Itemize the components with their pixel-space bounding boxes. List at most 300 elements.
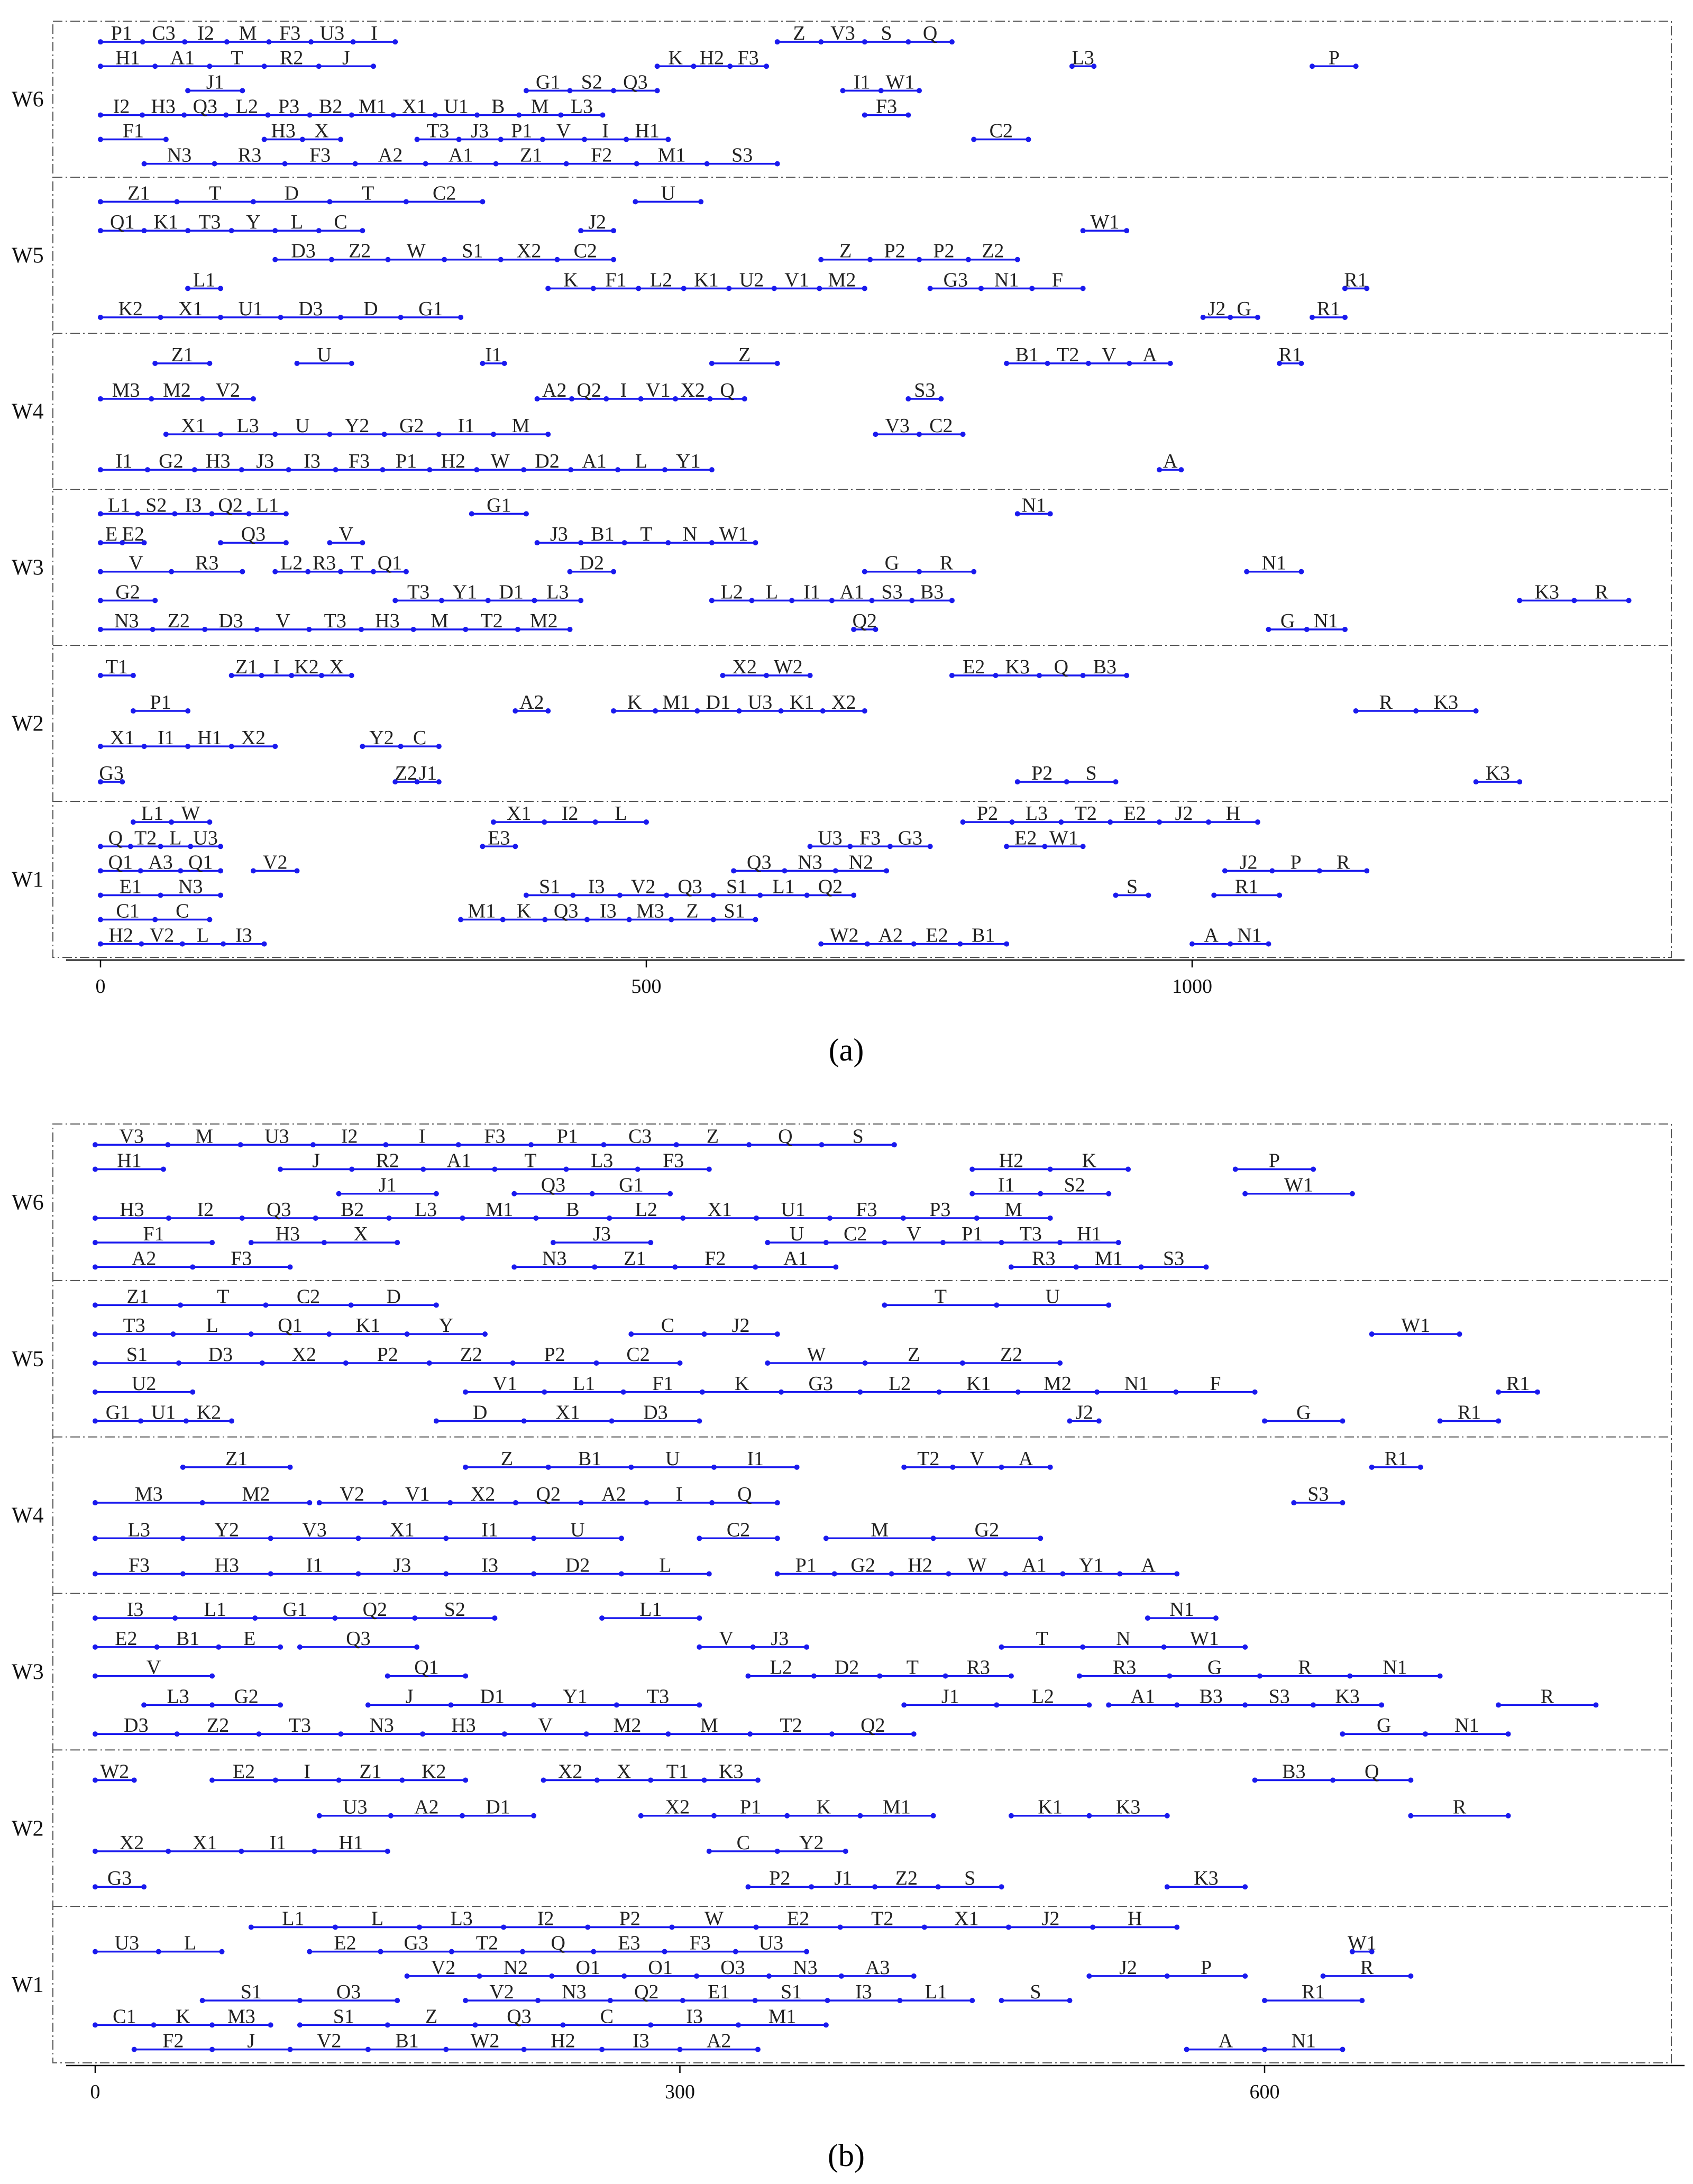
task-label: R (1360, 1956, 1374, 1979)
interval-point (733, 1949, 738, 1954)
interval-bar (818, 240, 1020, 262)
interval-bar (1348, 1932, 1377, 1954)
interval-point (1228, 315, 1233, 320)
interval-bar (775, 22, 955, 44)
task-label: N1 (1291, 2030, 1316, 2052)
task-label: A1 (783, 1247, 808, 1270)
interval-bar (392, 762, 442, 784)
group-label: W3 (12, 1660, 44, 1685)
interval-point (316, 63, 322, 69)
interval-bar (93, 1867, 147, 1889)
interval-point (262, 137, 267, 142)
task-label: W (704, 1907, 724, 1930)
interval-point (272, 432, 278, 437)
task-label: Z2 (395, 762, 418, 785)
interval-point (439, 598, 444, 603)
interval-point (621, 1973, 627, 1979)
interval-bar (98, 610, 573, 632)
task-label: M1 (1094, 1247, 1123, 1270)
interval-point (764, 673, 769, 678)
task-label: S1 (726, 875, 748, 898)
task-label: I (602, 120, 609, 142)
interval-bar (882, 1285, 1111, 1308)
interval-point (272, 569, 278, 574)
interval-point (1626, 598, 1632, 603)
interval-point (966, 257, 971, 262)
task-label: I1 (306, 1554, 323, 1577)
task-label: Q3 (553, 900, 579, 922)
task-label: L (196, 924, 209, 947)
interval-point (207, 63, 212, 69)
interval-point (1517, 779, 1522, 784)
task-label: K2 (196, 1401, 222, 1424)
task-label: J (247, 2030, 255, 2052)
interval-point (808, 673, 813, 678)
interval-point (870, 598, 875, 603)
task-label: W2 (773, 655, 803, 678)
task-label: Q (922, 22, 938, 45)
interval-point (391, 112, 396, 117)
interval-point (1266, 627, 1271, 632)
task-label: G1 (418, 297, 443, 320)
interval-point (1496, 1702, 1501, 1707)
interval-bar (969, 1150, 1131, 1172)
interval-point (697, 1536, 702, 1541)
task-label: K3 (1005, 655, 1030, 678)
interval-point (317, 1813, 322, 1819)
interval-point (847, 844, 853, 849)
interval-point (1189, 942, 1195, 947)
interval-point (156, 1949, 161, 1954)
task-label: V2 (630, 875, 656, 898)
interval-bar (251, 851, 300, 873)
interval-point (382, 1500, 387, 1505)
interval-point (219, 1949, 225, 1954)
interval-point (131, 673, 136, 678)
interval-point (93, 1731, 98, 1737)
task-label: X1 (555, 1401, 580, 1424)
task-label: T (217, 1285, 230, 1308)
interval-point (949, 598, 955, 603)
interval-bar (249, 1223, 400, 1245)
interval-bar (971, 120, 1031, 142)
task-label: E1 (708, 1981, 730, 2004)
task-label: E2 (1123, 802, 1146, 825)
interval-point (1003, 1571, 1008, 1577)
interval-point (135, 511, 140, 516)
task-label: X (329, 655, 344, 678)
interval-point (638, 1813, 644, 1819)
interval-point (1077, 1674, 1082, 1679)
task-label: J (405, 1685, 414, 1708)
interval-bar (98, 211, 365, 233)
task-label: S1 (539, 875, 561, 898)
interval-point (1081, 286, 1086, 291)
interval-point (251, 199, 256, 204)
task-label: H2 (551, 2030, 575, 2052)
interval-point (757, 892, 763, 898)
interval-point (709, 598, 715, 603)
task-label: X2 (119, 1831, 144, 1854)
interval-bar (480, 344, 507, 366)
task-label: X2 (241, 727, 266, 750)
interval-point (664, 892, 669, 898)
interval-point (360, 540, 365, 545)
interval-point (1174, 1924, 1179, 1930)
group-w1 (12, 1906, 1671, 2052)
task-label: F3 (231, 1247, 252, 1270)
interval-point (901, 1702, 907, 1707)
interval-point (1244, 569, 1249, 574)
interval-bar (131, 802, 212, 825)
interval-point (493, 161, 499, 167)
task-label: F1 (605, 269, 627, 291)
task-label: E1 (119, 875, 142, 898)
interval-point (181, 112, 187, 117)
interval-point (1266, 942, 1271, 947)
interval-bar (1015, 494, 1053, 516)
interval-point (229, 228, 234, 233)
interval-point (1015, 1390, 1021, 1395)
interval-point (971, 569, 976, 574)
interval-point (1086, 361, 1091, 366)
task-label: H2 (908, 1554, 932, 1577)
interval-point (1340, 1419, 1345, 1424)
task-label: F3 (689, 1932, 711, 1954)
task-label: D2 (834, 1656, 859, 1679)
interval-point (142, 161, 147, 167)
task-label: P2 (884, 240, 905, 262)
interval-point (172, 1615, 178, 1621)
interval-point (239, 1849, 244, 1854)
interval-point (387, 1216, 392, 1221)
task-label: L2 (888, 1372, 911, 1395)
task-label: Q2 (818, 875, 843, 898)
interval-point (1096, 1419, 1102, 1424)
task-label: D1 (706, 691, 731, 714)
interval-point (766, 1973, 772, 1979)
interval-bar (1069, 47, 1096, 69)
task-label: U3 (193, 827, 218, 849)
interval-point (128, 844, 133, 849)
task-label: P3 (278, 95, 300, 118)
task-label: I1 (485, 343, 502, 366)
task-label: Z (839, 240, 852, 262)
task-label: U (570, 1519, 585, 1541)
interval-bar (180, 1448, 293, 1470)
interval-point (463, 1998, 468, 2003)
interval-bar (152, 344, 212, 366)
task-label: A3 (148, 851, 173, 874)
task-label: L1 (772, 875, 795, 898)
interval-point (877, 1674, 882, 1679)
interval-point (140, 112, 145, 117)
interval-point (98, 315, 103, 320)
interval-bar (93, 1598, 497, 1621)
interval-point (1009, 1674, 1014, 1679)
task-label: G2 (974, 1519, 1000, 1541)
interval-bar (163, 415, 551, 437)
task-label: F3 (856, 1198, 877, 1221)
interval-point (1213, 1615, 1219, 1621)
interval-point (1298, 569, 1304, 574)
task-label: S1 (126, 1343, 148, 1366)
interval-point (1379, 1702, 1384, 1707)
interval-point (648, 1240, 653, 1245)
interval-point (463, 1465, 468, 1470)
interval-bar (697, 1519, 780, 1541)
interval-bar (336, 1174, 439, 1196)
task-label: T2 (1074, 802, 1097, 825)
interval-point (960, 819, 966, 825)
task-label: I (304, 1760, 311, 1783)
interval-point (551, 1240, 556, 1245)
interval-point (711, 1813, 717, 1819)
task-label: C (736, 1831, 750, 1854)
interval-point (185, 744, 190, 749)
task-label: F3 (737, 47, 759, 69)
interval-bar (98, 762, 125, 784)
interval-point (568, 88, 573, 93)
task-label: Q (1054, 655, 1069, 678)
interval-point (510, 1360, 516, 1366)
task-label: M1 (662, 691, 691, 714)
interval-point (349, 361, 354, 366)
task-label: O1 (648, 1956, 673, 1979)
task-label: G (1376, 1714, 1392, 1737)
task-label: A1 (582, 450, 607, 473)
interval-point (200, 1500, 205, 1505)
interval-point (1074, 1264, 1079, 1269)
interval-point (1178, 467, 1184, 472)
interval-point (93, 1536, 98, 1541)
interval-point (889, 1571, 894, 1577)
interval-point (500, 917, 506, 922)
interval-point (922, 1924, 927, 1930)
task-label: K2 (118, 297, 143, 320)
interval-point (166, 1849, 171, 1854)
task-label: T3 (427, 120, 450, 142)
interval-point (98, 540, 103, 545)
task-label: G3 (404, 1932, 428, 1954)
interval-point (458, 917, 463, 922)
task-label: H2 (441, 450, 466, 473)
task-label: N3 (178, 875, 203, 898)
interval-bar (1244, 552, 1304, 574)
task-label: Z (425, 2005, 438, 2028)
interval-point (765, 1360, 770, 1366)
panel-caption: (b) (828, 2138, 865, 2173)
task-label: A2 (414, 1796, 439, 1819)
interval-point (1304, 627, 1310, 632)
interval-point (749, 598, 755, 603)
interval-point (138, 1419, 143, 1424)
interval-point (1057, 1360, 1063, 1366)
task-label: S (852, 1125, 864, 1148)
task-label: F3 (876, 95, 898, 118)
interval-point (1369, 1331, 1375, 1337)
interval-bar (1340, 1714, 1511, 1737)
task-label: S (964, 1867, 976, 1890)
task-label: M2 (613, 1714, 642, 1737)
task-label: K3 (1115, 1796, 1141, 1819)
interval-point (1004, 844, 1009, 849)
task-label: Q3 (623, 71, 648, 94)
interval-bar (469, 494, 529, 516)
interval-point (93, 2022, 98, 2027)
interval-point (1438, 1674, 1443, 1679)
interval-point (223, 112, 228, 117)
task-label: U2 (739, 269, 764, 291)
task-label: Z2 (895, 1867, 918, 1890)
task-label: K1 (1038, 1796, 1063, 1819)
interval-point (887, 844, 893, 849)
interval-point (336, 1191, 342, 1196)
interval-point (818, 39, 823, 44)
interval-point (1330, 1777, 1335, 1783)
task-label: H (1127, 1907, 1142, 1930)
task-label: M1 (768, 2005, 797, 2028)
interval-bar (142, 144, 780, 167)
interval-point (840, 88, 846, 93)
task-label: R2 (376, 1149, 399, 1172)
task-label: T (351, 552, 363, 574)
task-label: N3 (369, 1714, 394, 1737)
interval-point (736, 2022, 741, 2027)
interval-point (1081, 844, 1086, 849)
task-label: M (871, 1519, 889, 1541)
task-label: K (627, 691, 642, 714)
task-label: A2 (542, 379, 567, 402)
interval-bar (1189, 925, 1271, 947)
interval-point (753, 540, 758, 545)
interval-bar (823, 1519, 1043, 1541)
interval-point (498, 257, 504, 262)
interval-point (98, 137, 103, 142)
interval-bar (1201, 298, 1260, 320)
interval-point (564, 161, 569, 167)
interval-bar (808, 827, 933, 849)
task-label: M (239, 22, 257, 45)
interval-bar (1086, 1957, 1248, 1979)
task-label: L1 (282, 1907, 305, 1930)
interval-point (678, 1360, 683, 1366)
interval-point (254, 627, 260, 632)
task-label: K3 (719, 1760, 744, 1783)
task-label: V1 (784, 269, 809, 291)
panel-caption: (a) (828, 1032, 864, 1067)
interval-point (999, 1644, 1004, 1650)
task-label: X1 (181, 415, 206, 437)
interval-point (482, 1331, 488, 1337)
task-label: X1 (402, 95, 427, 118)
interval-point (1310, 315, 1315, 320)
interval-bar (1310, 298, 1348, 320)
interval-point (839, 1973, 844, 1979)
interval-point (98, 228, 103, 233)
task-label: W (967, 1554, 987, 1577)
interval-point (747, 1731, 753, 1737)
task-label: A2 (706, 2030, 731, 2052)
task-label: B3 (1282, 1760, 1306, 1783)
interval-point (702, 1331, 707, 1337)
interval-point (590, 1191, 595, 1196)
interval-bar (999, 1628, 1248, 1650)
interval-point (1108, 819, 1113, 825)
interval-bar (1291, 1483, 1345, 1505)
interval-point (218, 286, 223, 291)
group-label: W2 (12, 711, 44, 736)
interval-point (175, 1731, 180, 1737)
task-label: G3 (808, 1372, 833, 1395)
interval-point (516, 112, 521, 117)
task-label: C3 (628, 1125, 652, 1148)
group-label: W5 (12, 1347, 44, 1372)
interval-point (185, 88, 190, 93)
interval-bar (229, 656, 354, 678)
interval-point (1257, 1674, 1262, 1679)
interval-point (823, 1240, 829, 1245)
interval-bar (999, 1981, 1073, 2003)
task-label: G (1207, 1656, 1222, 1679)
task-label: Y1 (452, 581, 478, 604)
interval-point (736, 708, 742, 714)
task-label: H3 (451, 1714, 476, 1737)
task-label: C (334, 211, 347, 234)
interval-point (240, 88, 245, 93)
interval-point (1165, 1973, 1170, 1979)
task-label: S3 (1163, 1247, 1185, 1270)
interval-point (1029, 286, 1035, 291)
interval-point (229, 673, 234, 678)
interval-point (474, 467, 479, 472)
task-label: B1 (578, 1447, 602, 1470)
task-label: N3 (793, 1956, 818, 1979)
task-label: W (807, 1343, 826, 1366)
interval-point (93, 1571, 98, 1577)
task-label: R (1298, 1656, 1312, 1679)
interval-point (611, 228, 616, 233)
task-label: I3 (588, 875, 605, 898)
group-w5 (12, 1281, 1671, 1424)
interval-point (460, 1216, 465, 1221)
interval-point (238, 1142, 243, 1147)
interval-point (332, 1615, 337, 1621)
interval-point (355, 1536, 361, 1541)
interval-bar (1408, 1796, 1511, 1819)
group-label: W4 (12, 399, 44, 424)
interval-point (578, 228, 583, 233)
task-label: L (659, 1554, 672, 1577)
task-label: T3 (198, 211, 221, 234)
task-label: H3 (271, 120, 296, 142)
interval-bar (98, 581, 158, 603)
group-label: W2 (12, 1816, 44, 1841)
task-label: B1 (591, 523, 615, 546)
task-label: F3 (309, 144, 331, 167)
interval-bar (209, 1760, 468, 1783)
interval-point (820, 708, 826, 714)
task-label: X1 (110, 727, 135, 750)
task-label: U (1045, 1285, 1060, 1308)
interval-point (665, 137, 671, 142)
task-label: R1 (1457, 1401, 1481, 1424)
interval-point (98, 942, 103, 947)
interval-bar (93, 1832, 390, 1854)
interval-point (98, 917, 103, 922)
task-label: O1 (575, 1956, 601, 1979)
interval-bar (873, 415, 965, 437)
